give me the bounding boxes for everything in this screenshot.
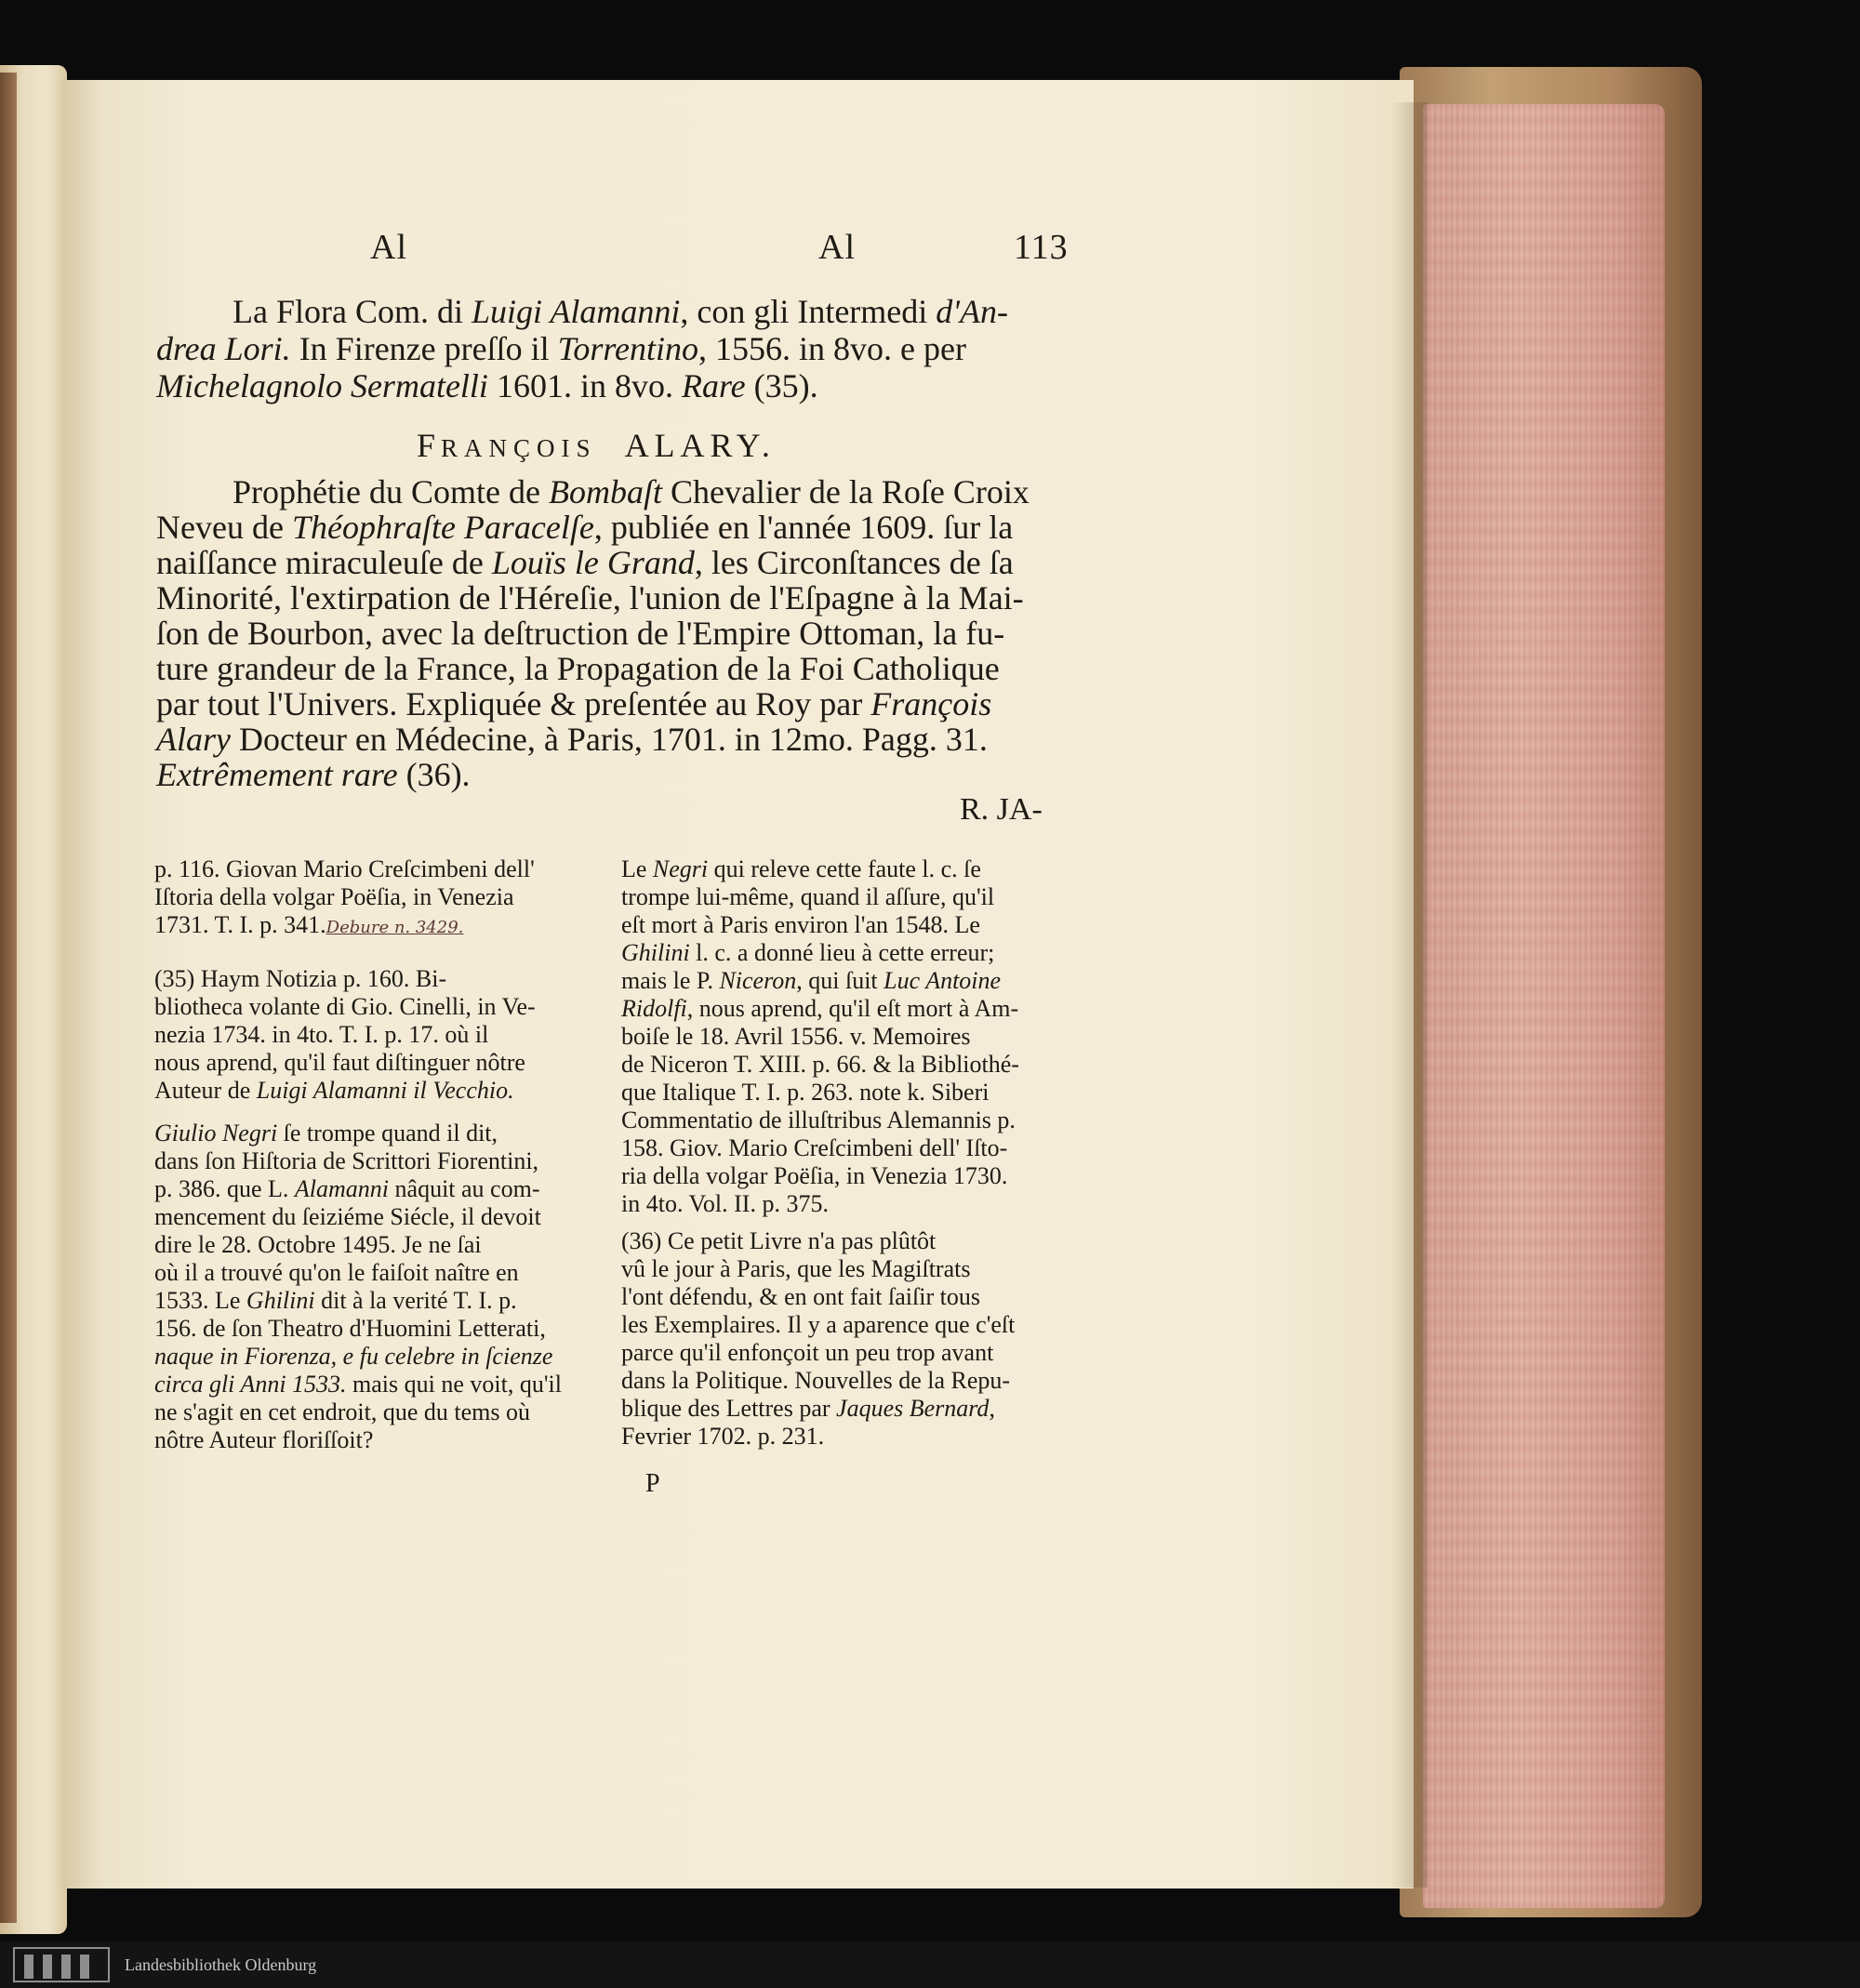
note-line: Giulio Negri ſe trompe quand il dit, <box>154 1120 498 1146</box>
italic-run: Louïs le Grand <box>491 544 695 581</box>
entry-line: Michelagnolo Sermatelli 1601. in 8vo. Rare (35). <box>156 367 818 404</box>
note-line: circa gli Anni 1533. mais qui ne voit, qu'il <box>154 1371 562 1398</box>
note-line: 158. Giov. Mario Creſcimbeni dell' Iſto- <box>621 1134 1008 1161</box>
note-line: mencement du ſeiziéme Siécle, il devoit <box>154 1203 541 1230</box>
entry-line: Neveu de Théophraſte Paracelſe, publiée en l'année 1609. ſur la <box>156 509 1014 546</box>
note-line: in 4to. Vol. II. p. 375. <box>621 1190 829 1217</box>
italic-run: naque in Fiorenza, e fu celebre in ſcienze <box>154 1343 553 1370</box>
italic-run: Michelagnolo Sermatelli <box>156 367 488 404</box>
note-line: Auteur de Luigi Alamanni il Vecchio. <box>154 1077 514 1104</box>
italic-run: Ridolfi <box>621 995 687 1022</box>
page-gutter-shadow <box>1390 102 1428 1888</box>
note-line: dans la Politique. Nouvelles de la Repu- <box>621 1367 1011 1394</box>
library-name[interactable]: Landesbibliothek Oldenburg <box>125 1955 317 1974</box>
note-line <box>154 911 463 939</box>
note-line: 1533. Le Ghilini dit à la verité T. I. p. <box>154 1287 517 1314</box>
catchword: R. JA- <box>960 792 1043 827</box>
page-block-edges <box>1423 104 1665 1908</box>
note-line: Ridolfi, nous aprend, qu'il eſt mort à Am- <box>621 995 1019 1022</box>
italic-run: d'An- <box>936 293 1008 330</box>
note-line: vû le jour à Paris, que les Magiſtrats <box>621 1255 971 1282</box>
note-line: (35) Haym Notizia p. 160. Bi- <box>154 965 447 992</box>
note-line: parce qu'il enfonçoit un peu trop avant <box>621 1339 994 1366</box>
italic-run: Ghilini <box>621 939 690 966</box>
italic-run: Giulio Negri <box>154 1120 278 1146</box>
note-line: p. 386. que L. Alamanni nâquit au com- <box>154 1175 540 1202</box>
italic-run: François <box>870 685 992 722</box>
italic-run: Luigi Alamanni <box>471 293 681 330</box>
entry-line: drea Lori. In Firenze preſſo il Torrentino, 1556. in 8vo. e per <box>156 330 966 367</box>
handwritten-annotation: Debure n. 3429. <box>326 918 464 937</box>
italic-run: Théophraſte Paracelſe <box>291 509 594 546</box>
running-head-left: Al <box>370 228 407 267</box>
note-line: dans ſon Hiſtoria de Scrittori Fiorentini, <box>154 1147 539 1174</box>
note-line: dire le 28. Octobre 1495. Je ne ſai <box>154 1231 482 1258</box>
entry-line: ſon de Bourbon, avec la deſtruction de l'Empire Ottoman, la fu- <box>156 615 1005 652</box>
note-line: ne s'agit en cet endroit, que du tems où <box>154 1398 530 1425</box>
note-line: bliotheca volante di Gio. Cinelli, in Ve- <box>154 993 536 1020</box>
italic-run: circa gli Anni 1533. <box>154 1371 347 1398</box>
entry-line: Extrêmement rare (36). <box>156 756 471 793</box>
note-line: p. 116. Giovan Mario Creſcimbeni dell' <box>154 855 535 882</box>
author-heading <box>417 426 776 465</box>
entry-line: Alary Docteur en Médecine, à Paris, 1701. in 12mo. Pagg. 31. <box>156 721 988 758</box>
note-line: où il a trouvé qu'on le faiſoit naître en <box>154 1259 519 1286</box>
note-line: nôtre Auteur floriſſoit? <box>154 1426 374 1453</box>
italic-run: Ghilini <box>246 1287 315 1314</box>
note-line: 156. de ſon Theatro d'Huomini Letterati, <box>154 1315 546 1342</box>
note-line: ria della volgar Poëſia, in Venezia 1730. <box>621 1162 1008 1189</box>
note-line: eſt mort à Paris environ l'an 1548. Le <box>621 911 980 938</box>
note-line: de Niceron T. XIII. p. 66. & la Bibliothé- <box>621 1051 1019 1078</box>
italic-run: drea Lori. <box>156 330 291 367</box>
note-text: 1731. T. I. p. 341. <box>154 911 326 938</box>
italic-run: Extrêmement rare <box>156 756 398 793</box>
heading-surname: ALARY. <box>624 427 776 464</box>
entry-line: naiſſance miraculeuſe de Louïs le Grand, les Circonſtances de ſa <box>156 544 1014 581</box>
note-line <box>154 1343 552 1371</box>
italic-run: Niceron <box>719 967 797 994</box>
note-line: blique des Lettres par Jaques Bernard, <box>621 1395 995 1422</box>
heading-initial: F <box>417 427 442 464</box>
entry-line: Prophétie du Comte de Bombaſt Chevalier de la Roſe Croix <box>232 473 1030 510</box>
note-line: trompe lui-même, quand il aſſure, qu'il <box>621 883 995 910</box>
italic-run: Torrentino <box>557 330 698 367</box>
library-logo-icon[interactable] <box>13 1947 110 1982</box>
signature-mark: P <box>645 1469 660 1498</box>
entry-line: Minorité, l'extirpation de l'Héreſie, l'union de l'Eſpagne à la Mai- <box>156 579 1024 616</box>
note-line: boiſe le 18. Avril 1556. v. Memoires <box>621 1023 971 1050</box>
note-line: mais le P. Niceron, qui ſuit Luc Antoine <box>621 967 1002 994</box>
heading-firstname: RANÇOIS <box>441 434 597 462</box>
note-line: Commentatio de illuſtribus Alemannis p. <box>621 1107 1016 1133</box>
note-line: Fevrier 1702. p. 231. <box>621 1423 825 1450</box>
italic-run: Luigi Alamanni il Vecchio. <box>256 1077 514 1104</box>
running-head-center: Al <box>818 228 856 267</box>
italic-run: Bombaſt <box>548 473 662 510</box>
note-line: (36) Ce petit Livre n'a pas plûtôt <box>621 1227 937 1254</box>
note-line: Ghilini l. c. a donné lieu à cette erreur; <box>621 939 995 966</box>
italic-run: Negri <box>652 855 709 882</box>
note-line: Le Negri qui releve cette faute l. c. ſe <box>621 855 981 882</box>
italic-run: Luc Antoine <box>884 967 1002 994</box>
note-line: nous aprend, qu'il faut diſtinguer nôtre <box>154 1049 525 1076</box>
italic-run: Alamanni <box>294 1175 390 1202</box>
left-cover-edge <box>0 73 17 1923</box>
italic-run: Alary <box>156 721 231 758</box>
note-line: que Italique T. I. p. 263. note k. Siberi <box>621 1079 990 1106</box>
entry-line: ture grandeur de la France, la Propagation de la Foi Catholique <box>156 650 1000 687</box>
italic-run: Rare <box>681 367 746 404</box>
italic-run: Jaques Bernard <box>836 1395 990 1422</box>
note-line: Iſtoria della volgar Poëſia, in Venezia <box>154 883 514 910</box>
note-line: nezia 1734. in 4to. T. I. p. 17. où il <box>154 1021 489 1048</box>
entry-line: La Flora Com. di Luigi Alamanni, con gli Intermedi d'An- <box>232 293 1008 330</box>
note-line: les Exemplaires. Il y a aparence que c'eſt <box>621 1311 1016 1338</box>
note-line: l'ont défendu, & en ont fait ſaiſir tous <box>621 1283 980 1310</box>
page-number: 113 <box>1014 228 1069 267</box>
entry-line: par tout l'Univers. Expliquée & preſentée au Roy par François <box>156 685 992 722</box>
